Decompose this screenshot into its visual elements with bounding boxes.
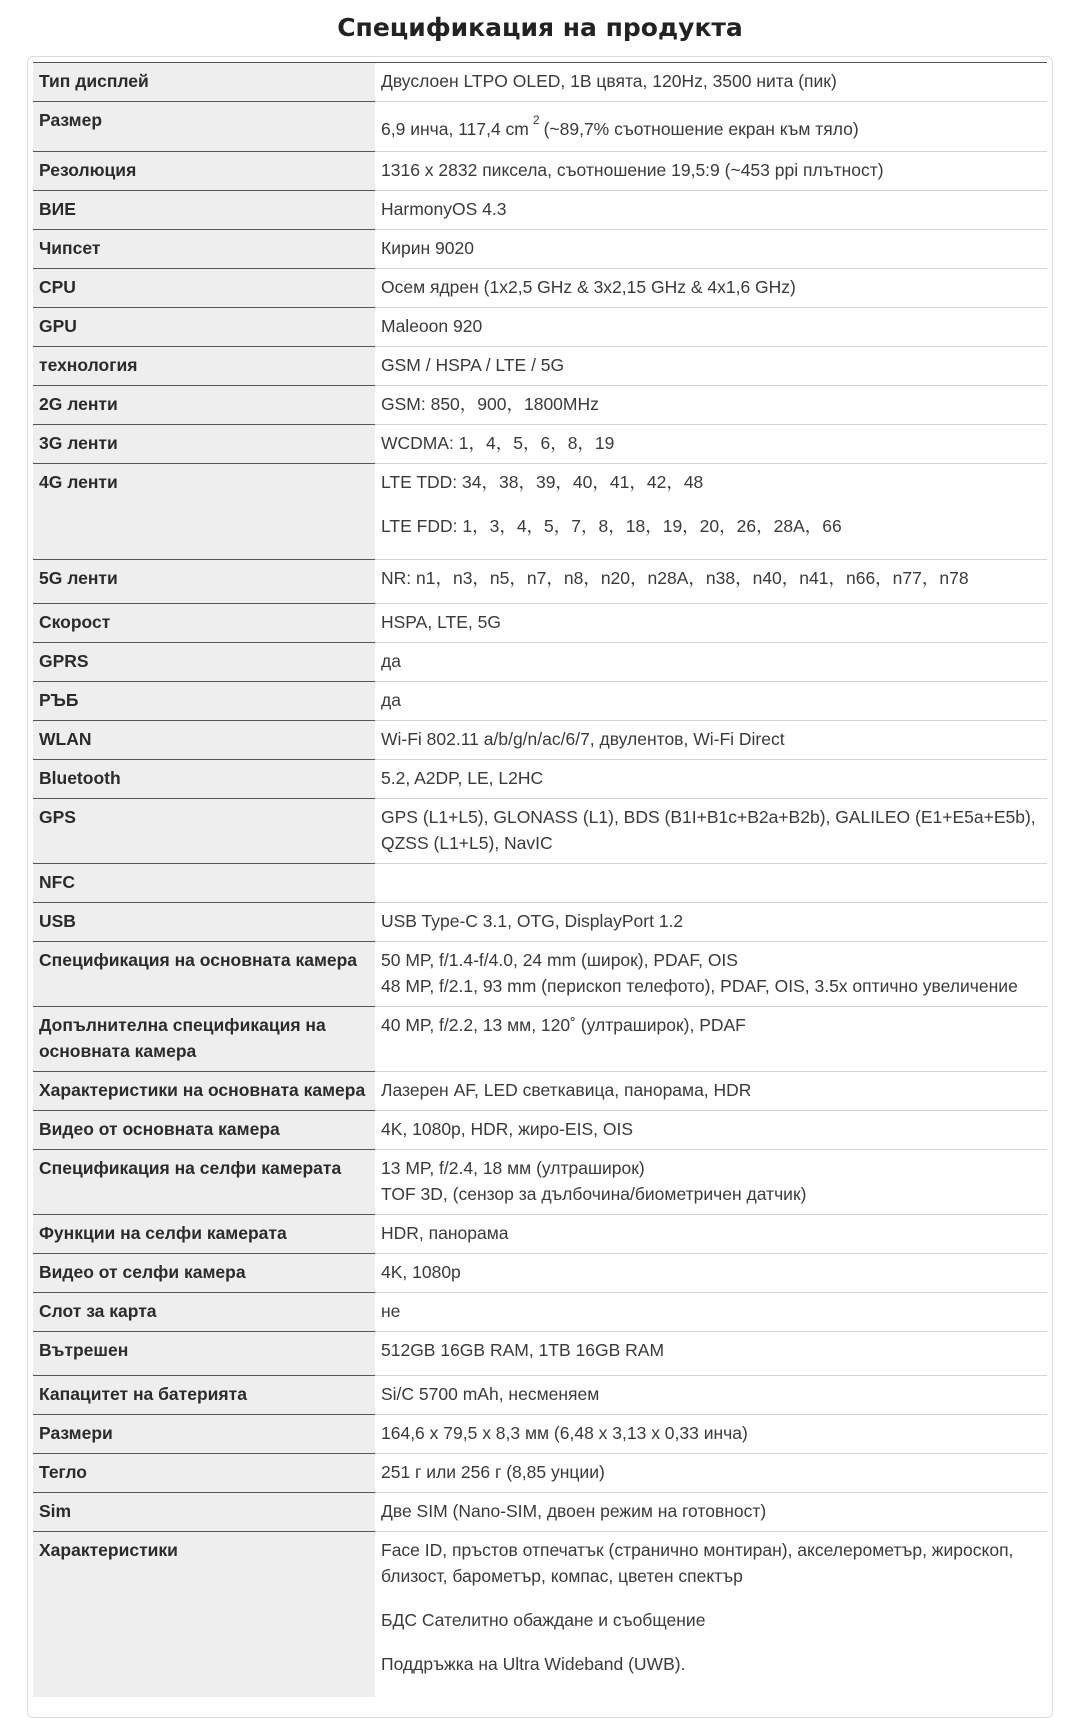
spec-label: WLAN	[33, 721, 375, 760]
spec-label: Тип дисплей	[33, 63, 375, 102]
spec-label: технология	[33, 347, 375, 386]
spec-row-card-slot	[33, 1293, 1047, 1332]
spec-value: GSM: 850，900，1800MHz	[375, 386, 1047, 425]
spec-table	[33, 62, 1047, 1697]
spec-row-os	[33, 191, 1047, 230]
spec-value: да	[375, 643, 1047, 682]
size-value-sup: 2	[532, 113, 540, 127]
spec-row-5g-bands	[33, 560, 1047, 604]
spec-label: USB	[33, 903, 375, 942]
spec-value-line: Поддръжка на Ultra Wideband (UWB).	[381, 1654, 686, 1674]
spec-row-display-type	[33, 63, 1047, 102]
spec-value-line: 13 MP, f/2.4, 18 мм (ултраширок)	[381, 1158, 645, 1178]
spec-value-line: TOF 3D, (сензор за дълбочина/биометричен датчик)	[381, 1184, 807, 1204]
spec-row-battery	[33, 1376, 1047, 1415]
spec-row-usb	[33, 903, 1047, 942]
spec-label: Тегло	[33, 1454, 375, 1493]
spec-label: Чипсет	[33, 230, 375, 269]
spec-label: 3G ленти	[33, 425, 375, 464]
spec-row-selfie-video	[33, 1254, 1047, 1293]
spec-label: Характеристики	[33, 1532, 375, 1698]
spec-row-resolution	[33, 152, 1047, 191]
spec-row-selfie-features	[33, 1215, 1047, 1254]
spec-label: Резолюция	[33, 152, 375, 191]
spec-label: Размери	[33, 1415, 375, 1454]
spec-row-bluetooth	[33, 760, 1047, 799]
spec-label: РЪБ	[33, 682, 375, 721]
spec-row-gpu	[33, 308, 1047, 347]
spec-value-line: Face ID, пръстов отпечатък (странично монтиран), акселерометър, жироскоп, близост, барометър, компас, цветен спектър	[381, 1540, 1014, 1586]
spec-value: HarmonyOS 4.3	[375, 191, 1047, 230]
spec-row-4g-bands	[33, 464, 1047, 560]
spec-label: NFC	[33, 864, 375, 903]
spec-label: CPU	[33, 269, 375, 308]
spec-row-gprs	[33, 643, 1047, 682]
spec-value: Maleoon 920	[375, 308, 1047, 347]
spec-label: Размер	[33, 102, 375, 152]
spec-label: Спецификация на основната камера	[33, 942, 375, 1007]
spec-row-gps	[33, 799, 1047, 864]
spec-label: Скорост	[33, 604, 375, 643]
spec-row-main-camera-extra	[33, 1007, 1047, 1072]
spec-label: Функции на селфи камерата	[33, 1215, 375, 1254]
spec-label: Видео от основната камера	[33, 1111, 375, 1150]
spec-row-edge	[33, 682, 1047, 721]
spec-value: Двуслоен LTPO OLED, 1B цвята, 120Hz, 3500 нита (пик)	[375, 63, 1047, 102]
spec-value-line: 50 MP, f/1.4-f/4.0, 24 mm (широк), PDAF, OIS	[381, 950, 738, 970]
spec-value-line: LTE TDD: 34，38，39，40，41，42，48	[381, 472, 704, 492]
spec-value: Лазерен AF, LED светкавица, панорама, HDR	[375, 1072, 1047, 1111]
spec-label: Слот за карта	[33, 1293, 375, 1332]
spec-value: USB Type-C 3.1, OTG, DisplayPort 1.2	[375, 903, 1047, 942]
spec-value: GSM / HSPA / LTE / 5G	[375, 347, 1047, 386]
spec-value: HDR, панорама	[375, 1215, 1047, 1254]
spec-value: Si/C 5700 mAh, несменяем	[375, 1376, 1047, 1415]
spec-label: ВИЕ	[33, 191, 375, 230]
spec-value: Кирин 9020	[375, 230, 1047, 269]
spec-row-main-camera-features	[33, 1072, 1047, 1111]
spec-value: NR: n1，n3，n5，n7，n8，n20，n28A，n38，n40，n41，n66，n77，n78	[375, 560, 1047, 604]
spec-value: HSPA, LTE, 5G	[375, 604, 1047, 643]
spec-value	[375, 1532, 1047, 1698]
spec-value: Wi-Fi 802.11 a/b/g/n/ac/6/7, двулентов, Wi-Fi Direct	[375, 721, 1047, 760]
size-value-main: 6,9 инча, 117,4 cm	[381, 119, 529, 139]
spec-value: 164,6 x 79,5 x 8,3 мм (6,48 x 3,13 x 0,33 инча)	[375, 1415, 1047, 1454]
spec-label: GPS	[33, 799, 375, 864]
spec-label: Характеристики на основната камера	[33, 1072, 375, 1111]
size-value-ratio: (~89,7% съотношение екран към тяло)	[543, 119, 859, 139]
spec-row-weight	[33, 1454, 1047, 1493]
spec-label: 5G ленти	[33, 560, 375, 604]
spec-label: Sim	[33, 1493, 375, 1532]
spec-value: 5.2, A2DP, LE, L2HC	[375, 760, 1047, 799]
spec-value: 4K, 1080p	[375, 1254, 1047, 1293]
spec-label: Bluetooth	[33, 760, 375, 799]
spec-row-sim	[33, 1493, 1047, 1532]
spec-value: 251 г или 256 г (8,85 унции)	[375, 1454, 1047, 1493]
spec-value: GPS (L1+L5), GLONASS (L1), BDS (B1I+B1c+B2a+B2b), GALILEO (E1+E5a+E5b), QZSS (L1+L5), NavIC	[375, 799, 1047, 864]
spec-value-line: LTE FDD: 1，3，4，5，7，8，18，19，20，26，28A，66	[381, 516, 842, 536]
spec-value: да	[375, 682, 1047, 721]
spec-row-cpu	[33, 269, 1047, 308]
spec-value: 512GB 16GB RAM, 1TB 16GB RAM	[375, 1332, 1047, 1376]
spec-row-wlan	[33, 721, 1047, 760]
spec-row-3g-bands	[33, 425, 1047, 464]
spec-row-internal	[33, 1332, 1047, 1376]
spec-row-speed	[33, 604, 1047, 643]
spec-value	[375, 102, 1047, 152]
spec-label: Вътрешен	[33, 1332, 375, 1376]
page-title: Спецификация на продукта	[337, 13, 743, 42]
spec-row-main-camera-video	[33, 1111, 1047, 1150]
spec-row-dimensions	[33, 1415, 1047, 1454]
spec-row-features	[33, 1532, 1047, 1698]
spec-value-line: 48 MP, f/2.1, 93 mm (перископ телефото), PDAF, OIS, 3.5x оптично увеличение	[381, 976, 1018, 996]
spec-value	[375, 1150, 1047, 1215]
spec-value	[375, 942, 1047, 1007]
spec-row-2g-bands	[33, 386, 1047, 425]
spec-row-size	[33, 102, 1047, 152]
spec-label: 2G ленти	[33, 386, 375, 425]
spec-label: GPRS	[33, 643, 375, 682]
spec-value: WCDMA: 1，4，5，6，8，19	[375, 425, 1047, 464]
spec-value: 4K, 1080p, HDR, жиро-EIS, OIS	[375, 1111, 1047, 1150]
spec-row-technology	[33, 347, 1047, 386]
spec-label: Капацитет на батерията	[33, 1376, 375, 1415]
spec-value	[375, 864, 1047, 903]
spec-label: Допълнителна спецификация на основната камера	[33, 1007, 375, 1072]
spec-row-selfie-spec	[33, 1150, 1047, 1215]
spec-value: Осем ядрен (1x2,5 GHz & 3x2,15 GHz & 4x1,6 GHz)	[375, 269, 1047, 308]
spec-label: Спецификация на селфи камерата	[33, 1150, 375, 1215]
spec-label: 4G ленти	[33, 464, 375, 560]
spec-row-main-camera-spec	[33, 942, 1047, 1007]
spec-label: GPU	[33, 308, 375, 347]
spec-label: Видео от селфи камера	[33, 1254, 375, 1293]
spec-value-line: БДС Сателитно обаждане и съобщение	[381, 1610, 706, 1630]
spec-row-chipset	[33, 230, 1047, 269]
spec-value: Две SIM (Nano-SIM, двоен режим на готовност)	[375, 1493, 1047, 1532]
spec-row-nfc	[33, 864, 1047, 903]
spec-value: 1316 x 2832 пиксела, съотношение 19,5:9 (~453 ppi плътност)	[375, 152, 1047, 191]
spec-value: 40 MP, f/2.2, 13 мм, 120˚ (ултраширок), PDAF	[375, 1007, 1047, 1072]
spec-value: не	[375, 1293, 1047, 1332]
spec-value	[375, 464, 1047, 560]
